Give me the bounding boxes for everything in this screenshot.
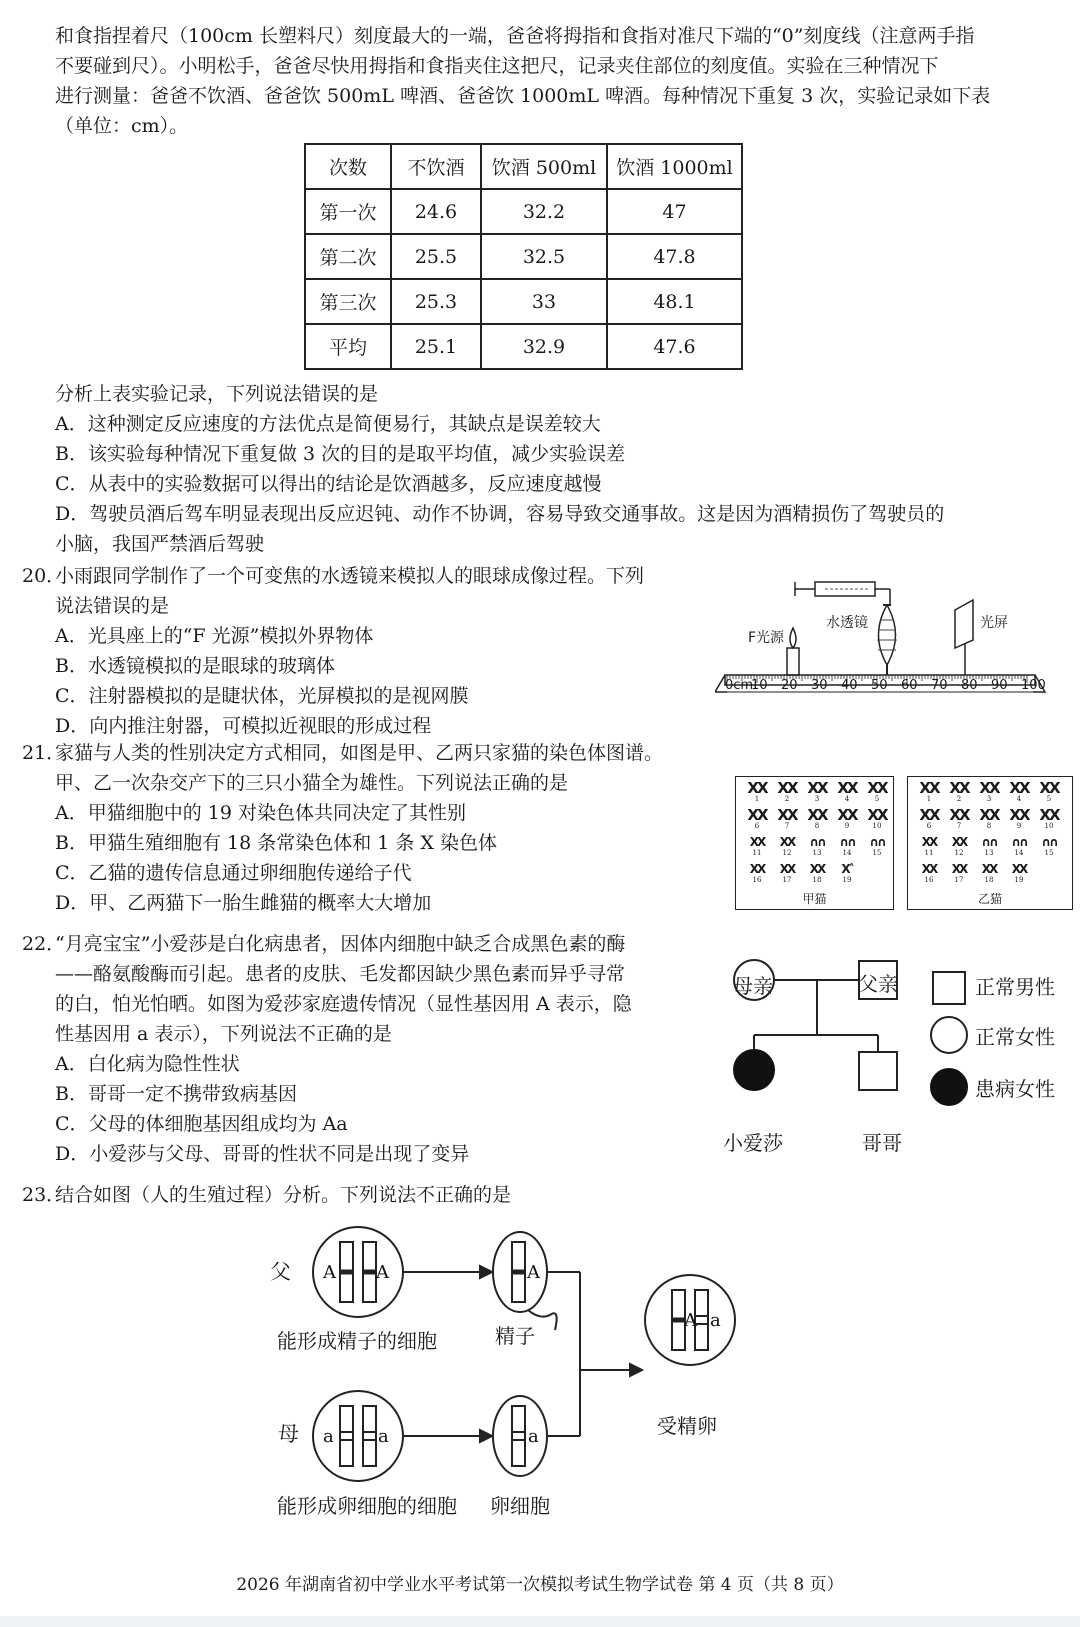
- q19-stem: 分析上表实验记录，下列说法错误的是: [55, 383, 379, 405]
- chromosome-pair: [864, 808, 890, 830]
- chromosome-pair: [1006, 862, 1032, 884]
- mother-gene-label-2: a: [378, 1426, 389, 1447]
- chromosome-pair: [946, 862, 972, 884]
- chromosome-pair: [916, 808, 942, 830]
- f-light-source-icon: [787, 628, 799, 675]
- table-cell: 25.1: [391, 324, 481, 369]
- ruler-tick-label: 50: [871, 678, 888, 693]
- chromosome-pair-number: 7: [784, 822, 790, 830]
- zygote-gene-label-2: a: [710, 1310, 721, 1331]
- chromosome-pair: [774, 808, 800, 830]
- q19-option-d-cont: 小脑，我国严禁酒后驾驶: [55, 533, 265, 555]
- table-cell: 47: [607, 189, 742, 234]
- chromosome-pair-number: 9: [1016, 822, 1022, 830]
- chromosome-pair-number: 2: [956, 795, 962, 803]
- chromosome-pair: [804, 862, 830, 884]
- father-gene-label-2: A: [376, 1262, 389, 1283]
- brother-label: 哥哥: [862, 1131, 902, 1155]
- chromosome-pair-number: 18: [984, 876, 994, 884]
- chromosome-pair-number: 12: [954, 849, 964, 857]
- chromosome-pair: [834, 808, 860, 830]
- chromosome-icon: XX: [809, 862, 825, 876]
- chromosome-icon: XX: [921, 862, 937, 876]
- chromosome-pair-number: 13: [984, 849, 994, 857]
- chromosome-pair: [834, 781, 860, 803]
- chromosome-pair: [774, 781, 800, 803]
- syringe-icon: [795, 582, 890, 605]
- table-cell: 平均: [305, 324, 391, 369]
- chromosome-icon: XX: [867, 779, 887, 797]
- table-cell: 47.6: [607, 324, 742, 369]
- egg-gene-label: a: [528, 1426, 539, 1447]
- chromosome-pair-number: 15: [1044, 849, 1054, 857]
- chromosome-icon: XX: [837, 779, 857, 797]
- chromosome-icon: XX: [777, 806, 797, 824]
- q22-stem-4: 性基因用 a 表示），下列说法不正确的是: [55, 1023, 392, 1045]
- chromosome-icon: XX: [749, 835, 765, 849]
- ruler-tick-label: 30: [811, 678, 828, 693]
- chromosome-pair-number: 3: [814, 795, 820, 803]
- karyotype-cat-a-label: 甲猫: [802, 892, 827, 906]
- chromosome-icon: XX: [1009, 806, 1029, 824]
- table-row: [305, 189, 742, 234]
- sperm-gene-label: A: [527, 1262, 540, 1283]
- chromosome-pair-number: 10: [1044, 822, 1054, 830]
- chromosome-icon: XX: [949, 806, 969, 824]
- bottom-bar: [0, 1616, 1080, 1627]
- karyotype-cat-a-panel: [735, 776, 894, 910]
- chromosome-pair-number: 1: [926, 795, 932, 803]
- chromosome-pair: [864, 781, 890, 803]
- reaction-data-table: [304, 143, 743, 370]
- light-screen-icon: [955, 600, 973, 675]
- legend-normal-female: 正常女性: [975, 1025, 1055, 1049]
- chromosome-pair: [946, 781, 972, 803]
- q20-stem-2: 说法错误的是: [55, 595, 170, 617]
- q22-option-a: A．白化病为隐性性状: [55, 1053, 240, 1075]
- chromosome-icon: ∩∩: [809, 835, 825, 849]
- chromosome-icon: XX: [1011, 862, 1027, 876]
- chromosome-pair-number: 8: [986, 822, 992, 830]
- chromosome-icon: XX: [749, 862, 765, 876]
- chromosome-icon: ∩∩: [1041, 835, 1057, 849]
- chromosome-icon: XX: [951, 862, 967, 876]
- f-light-source-label: F光源: [748, 630, 785, 646]
- table-cell: 第二次: [305, 234, 391, 279]
- chromosome-pair-number: 3: [986, 795, 992, 803]
- chromosome-pair-number: 11: [924, 849, 934, 857]
- q19-option-a: A．这种测定反应速度的方法优点是简便易行，其缺点是误差较大: [55, 413, 601, 435]
- ruler-tick-label: 10: [751, 678, 768, 693]
- chromosome-icon: ∩∩: [839, 835, 855, 849]
- chromosome-pair: [1006, 808, 1032, 830]
- chromosome-icon: ∩∩: [981, 835, 997, 849]
- q21-number: 21．: [22, 742, 66, 764]
- brother-symbol: [859, 1052, 897, 1090]
- table-cell: 48.1: [607, 279, 742, 324]
- q20-option-d: D．向内推注射器，可模拟近视眼的形成过程: [55, 715, 432, 737]
- father-gene-label-1: A: [323, 1262, 336, 1283]
- chromosome-icon: XX: [779, 835, 795, 849]
- chromosome-pair: [774, 862, 800, 884]
- zygote-gene-label-1: A: [684, 1310, 697, 1331]
- ruler-tick-label: 100: [1021, 678, 1046, 693]
- chromosome-pair: [1036, 808, 1062, 830]
- chromosome-pair-number: 13: [812, 849, 822, 857]
- ruler-tick-label: 60: [901, 678, 918, 693]
- table-cell: 25.5: [391, 234, 481, 279]
- chromosome-pair: [976, 781, 1002, 803]
- chromosome-pair-number: 18: [812, 876, 822, 884]
- chromosome-pair: [946, 835, 972, 857]
- chromosome-pair: [744, 781, 770, 803]
- chromosome-icon: XX: [747, 779, 767, 797]
- chromosome-pair: [864, 835, 890, 857]
- q20-stem-1: 小雨跟同学制作了一个可变焦的水透镜来模拟人的眼球成像过程。下列: [55, 565, 645, 587]
- mother-label: 母: [278, 1422, 299, 1446]
- q21-option-c: C．乙猫的遗传信息通过卵细胞传递给子代: [55, 862, 412, 884]
- chromosome-pair-number: 17: [782, 876, 792, 884]
- q23-stem: 结合如图（人的生殖过程）分析。下列说法不正确的是: [55, 1184, 512, 1206]
- daughter-affected-symbol: [734, 1050, 774, 1090]
- table-row: [305, 324, 742, 369]
- chromosome-pair: [916, 835, 942, 857]
- legend-affected-female: 患病女性: [975, 1077, 1055, 1101]
- chromosome-icon: XX: [979, 779, 999, 797]
- chromosome-icon: XX: [807, 779, 827, 797]
- ruler-tick-label: 40: [841, 678, 858, 693]
- chromosome-icon: XX: [919, 806, 939, 824]
- ruler-tick-label: 70: [931, 678, 948, 693]
- q20-option-c: C．注射器模拟的是睫状体，光屏模拟的是视网膜: [55, 685, 469, 707]
- chromosome-icon: XX: [919, 779, 939, 797]
- chromosome-pair-number: 14: [1014, 849, 1024, 857]
- intro-line-2: 不要碰到尺）。小明松手，爸爸尽快用拇指和食指夹住这把尺，记录夹住部位的刻度值。实验在三种情况下: [55, 55, 939, 77]
- chromosome-pair-number: 9: [844, 822, 850, 830]
- q22-option-c: C．父母的体细胞基因组成均为 Aa: [55, 1113, 348, 1135]
- q21-stem-2: 甲、乙一次杂交产下的三只小猫全为雄性。下列说法正确的是: [55, 772, 569, 794]
- table-cell: 第一次: [305, 189, 391, 234]
- chromosome-pair: [744, 808, 770, 830]
- q22-option-d: D．小爱莎与父母、哥哥的性状不同是出现了变异: [55, 1143, 470, 1165]
- chromosome-pair: [834, 862, 860, 884]
- chromosome-pair-number: 16: [752, 876, 762, 884]
- sperm-label: 精子: [495, 1324, 535, 1348]
- chromosome-pair-number: 8: [814, 822, 820, 830]
- intro-line-4: （单位：cm）。: [55, 115, 189, 137]
- chromosome-pair: [916, 781, 942, 803]
- chromosome-pair: [976, 862, 1002, 884]
- daughter-label: 小爱莎: [723, 1131, 783, 1155]
- father-label: 父: [270, 1260, 291, 1284]
- chromosome-icon: XX: [777, 779, 797, 797]
- chromosome-icon: XX: [1039, 806, 1059, 824]
- chromosome-pair-number: 11: [752, 849, 762, 857]
- ruler-tick-label: 90: [991, 678, 1008, 693]
- chromosome-pair-number: 16: [924, 876, 934, 884]
- chromosome-pair-number: 14: [842, 849, 852, 857]
- egg-cell: [493, 1396, 547, 1476]
- light-screen-label: 光屏: [980, 615, 1008, 631]
- chromosome-pair-number: 6: [754, 822, 760, 830]
- table-header-cell: 不饮酒: [391, 144, 481, 189]
- table-row: [305, 234, 742, 279]
- table-header-cell: 饮酒 1000ml: [607, 144, 742, 189]
- chromosome-pair-number: 4: [1016, 795, 1022, 803]
- chromosome-icon: XX: [867, 806, 887, 824]
- q22-stem-2: ——酪氨酸酶而引起。患者的皮肤、毛发都因缺少黑色素而异乎寻常: [55, 963, 626, 985]
- reproduction-diagram: [270, 1220, 770, 1520]
- table-cell: 25.3: [391, 279, 481, 324]
- q19-option-d: D．驾驶员酒后驾车明显表现出反应迟钝、动作不协调，容易导致交通事故。这是因为酒精损伤了驾驶员的: [55, 503, 945, 525]
- chromosome-pair-number: 17: [954, 876, 964, 884]
- chromosome-pair-number: 15: [872, 849, 882, 857]
- table-cell: 33: [481, 279, 607, 324]
- chromosome-pair: [804, 781, 830, 803]
- table-cell: 24.6: [391, 189, 481, 234]
- q20-number: 20．: [22, 565, 66, 587]
- chromosome-pair-number: 7: [956, 822, 962, 830]
- chromosome-icon: XX: [837, 806, 857, 824]
- q22-number: 22．: [22, 933, 66, 955]
- legend-normal-male-icon: [933, 972, 965, 1004]
- table-cell: 47.8: [607, 234, 742, 279]
- chromosome-icon: ∩∩: [869, 835, 885, 849]
- chromosome-pair: [1006, 781, 1032, 803]
- chromosome-pair: [744, 835, 770, 857]
- chromosome-pair: [1006, 835, 1032, 857]
- q22-option-b: B．哥哥一定不携带致病基因: [55, 1083, 297, 1105]
- mother-label: 母亲: [733, 974, 773, 998]
- ruler-tick-label: 20: [781, 678, 798, 693]
- pedigree-legend-symbols: [928, 966, 973, 1116]
- ruler-tick-label: 0cm: [725, 678, 754, 693]
- water-lens-label: 水透镜: [826, 615, 868, 631]
- chromosome-pair: [1036, 781, 1062, 803]
- chromosome-icon: XX: [807, 806, 827, 824]
- chromosome-pair: [916, 862, 942, 884]
- zygote-label: 受精卵: [657, 1414, 717, 1438]
- q23-number: 23．: [22, 1184, 66, 1206]
- chromosome-icon: XX: [979, 806, 999, 824]
- chromosome-icon: XX: [1039, 779, 1059, 797]
- table-header-cell: 次数: [305, 144, 391, 189]
- chromosome-pair-number: 2: [784, 795, 790, 803]
- q22-stem-3: 的白，怕光怕晒。如图为爱莎家庭遗传情况（显性基因用 A 表示，隐: [55, 993, 632, 1015]
- chromosome-pair-number: 19: [842, 876, 852, 884]
- ruler-tick-label: 80: [961, 678, 978, 693]
- chromosome-pair-number: 4: [844, 795, 850, 803]
- table-cell: 32.5: [481, 234, 607, 279]
- q21-option-b: B．甲猫生殖细胞有 18 条常染色体和 1 条 X 染色体: [55, 832, 497, 854]
- chromosome-pair: [1036, 835, 1062, 857]
- karyotype-cat-b-panel: [907, 776, 1073, 910]
- chromosome-pair: [774, 835, 800, 857]
- table-cell: 第三次: [305, 279, 391, 324]
- q22-stem-1: “月亮宝宝”小爱莎是白化病患者，因体内细胞中缺乏合成黑色素的酶: [55, 933, 626, 955]
- chromosome-pair-number: 1: [754, 795, 760, 803]
- sperm-cell-label: 能形成精子的细胞: [277, 1329, 437, 1353]
- chromosome-pair: [804, 808, 830, 830]
- q21-option-d: D．甲、乙两猫下一胎生雌猫的概率大大增加: [55, 892, 432, 914]
- chromosome-pair-number: 10: [872, 822, 882, 830]
- egg-label: 卵细胞: [490, 1494, 550, 1518]
- chromosome-pair: [946, 808, 972, 830]
- chromosome-icon: XX: [951, 835, 967, 849]
- chromosome-icon: ∩∩: [1011, 835, 1027, 849]
- table-cell: 32.9: [481, 324, 607, 369]
- chromosome-icon: XX: [981, 862, 997, 876]
- q21-stem-1: 家猫与人类的性别决定方式相同，如图是甲、乙两只家猫的染色体图谱。: [55, 742, 664, 764]
- chromosome-pair-number: 5: [874, 795, 880, 803]
- chromosome-pair-number: 19: [1014, 876, 1024, 884]
- chromosome-pair: [976, 808, 1002, 830]
- intro-line-3: 进行测量：爸爸不饮酒、爸爸饮 500mL 啤酒、爸爸饮 1000mL 啤酒。每种情况下重复 3 次，实验记录如下表: [55, 85, 991, 107]
- father-label: 父亲: [858, 972, 898, 996]
- water-lens-icon: [877, 605, 897, 675]
- chromosome-icon: XX: [779, 862, 795, 876]
- chromosome-icon: XX: [747, 806, 767, 824]
- q20-option-a: A．光具座上的“F 光源”模拟外界物体: [55, 625, 374, 647]
- chromosome-pair-number: 5: [1046, 795, 1052, 803]
- chromosome-pair-number: 6: [926, 822, 932, 830]
- table-cell: 32.2: [481, 189, 607, 234]
- egg-cell-label: 能形成卵细胞的细胞: [277, 1494, 457, 1518]
- chromosome-icon: X˄: [841, 862, 853, 876]
- q19-option-b: B．该实验每种情况下重复做 3 次的目的是取平均值，减少实验误差: [55, 443, 626, 465]
- karyotype-cat-b-label: 乙猫: [977, 892, 1002, 906]
- q20-option-b: B．水透镜模拟的是眼球的玻璃体: [55, 655, 335, 677]
- chromosome-icon: XX: [1009, 779, 1029, 797]
- intro-line-1: 和食指捏着尺（100cm 长塑料尺）刻度最大的一端，爸爸将拇指和食指对准尺下端的“0”刻度线（注意两手指: [55, 25, 975, 47]
- q21-option-a: A．甲猫细胞中的 19 对染色体共同决定了其性别: [55, 802, 466, 824]
- chromosome-pair-number: 12: [782, 849, 792, 857]
- chromosome-pair: [744, 862, 770, 884]
- page-footer: 2026 年湖南省初中学业水平考试第一次模拟考试生物学试卷 第 4 页（共 8 页）: [236, 1575, 844, 1595]
- table-header-cell: 饮酒 500ml: [481, 144, 607, 189]
- legend-affected-female-icon: [931, 1069, 967, 1105]
- legend-normal-female-icon: [931, 1017, 967, 1053]
- table-header-row: [305, 144, 742, 189]
- chromosome-pair: [804, 835, 830, 857]
- q19-option-c: C．从表中的实验数据可以得出的结论是饮酒越多，反应速度越慢: [55, 473, 602, 495]
- chromosome-pair: [976, 835, 1002, 857]
- chromosome-pair: [834, 835, 860, 857]
- mother-gene-label-1: a: [323, 1426, 334, 1447]
- chromosome-icon: XX: [921, 835, 937, 849]
- legend-normal-male: 正常男性: [975, 975, 1055, 999]
- chromosome-icon: XX: [949, 779, 969, 797]
- table-row: [305, 279, 742, 324]
